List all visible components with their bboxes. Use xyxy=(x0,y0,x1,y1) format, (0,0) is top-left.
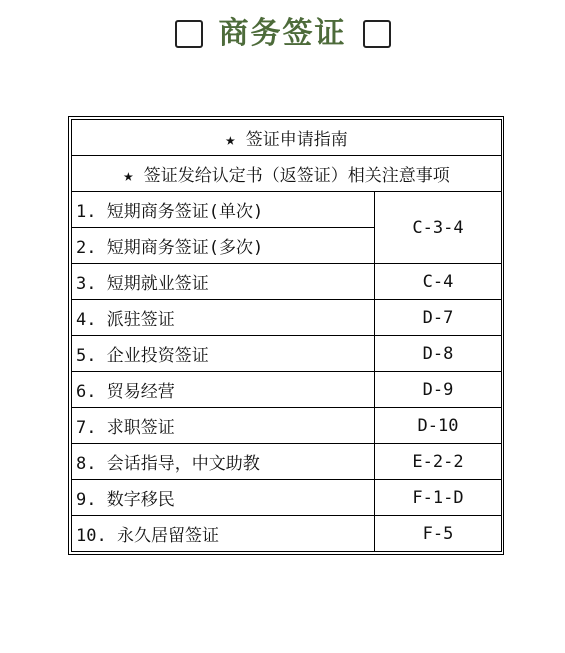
table-row xyxy=(72,372,502,408)
table-row xyxy=(72,336,502,372)
visa-name-link[interactable]: 2. 短期商务签证(多次) xyxy=(72,228,375,264)
visa-name-link[interactable]: 7. 求职签证 xyxy=(72,408,375,444)
visa-code: C-4 xyxy=(375,264,502,300)
visa-table xyxy=(71,119,502,552)
visa-code: D-9 xyxy=(375,372,502,408)
visa-name-link[interactable]: 6. 贸易经营 xyxy=(72,372,375,408)
table-row xyxy=(72,264,502,300)
table-row xyxy=(72,480,502,516)
page-title-text: 商务签证 xyxy=(218,16,347,51)
visa-code: D-7 xyxy=(375,300,502,336)
visa-name-link[interactable]: 5. 企业投资签证 xyxy=(72,336,375,372)
table-row xyxy=(72,444,502,480)
visa-code: E-2-2 xyxy=(375,444,502,480)
visa-code: D-8 xyxy=(375,336,502,372)
visa-code: D-10 xyxy=(375,408,502,444)
visa-table-frame xyxy=(68,116,504,555)
table-row xyxy=(72,300,502,336)
visa-name-link[interactable]: 4. 派驻签证 xyxy=(72,300,375,336)
table-header-row xyxy=(72,156,502,192)
square-outline-icon xyxy=(363,20,391,48)
visa-name-link[interactable]: 3. 短期就业签证 xyxy=(72,264,375,300)
table-row xyxy=(72,516,502,552)
visa-code: F-1-D xyxy=(375,480,502,516)
visa-notice-link[interactable]: ★ 签证发给认定书（返签证）相关注意事项 xyxy=(72,156,502,192)
visa-name-link[interactable]: 9. 数字移民 xyxy=(72,480,375,516)
square-outline-icon xyxy=(175,20,203,48)
visa-name-link[interactable]: 8. 会话指导，中文助教 xyxy=(72,444,375,480)
table-row xyxy=(72,192,502,228)
page-title xyxy=(0,12,565,56)
visa-name-link[interactable]: 10. 永久居留签证 xyxy=(72,516,375,552)
visa-name-link[interactable]: 1. 短期商务签证(单次) xyxy=(72,192,375,228)
visa-code: C-3-4 xyxy=(375,192,502,264)
visa-guide-link[interactable]: ★ 签证申请指南 xyxy=(72,120,502,156)
table-row xyxy=(72,408,502,444)
visa-code: F-5 xyxy=(375,516,502,552)
table-header-row xyxy=(72,120,502,156)
